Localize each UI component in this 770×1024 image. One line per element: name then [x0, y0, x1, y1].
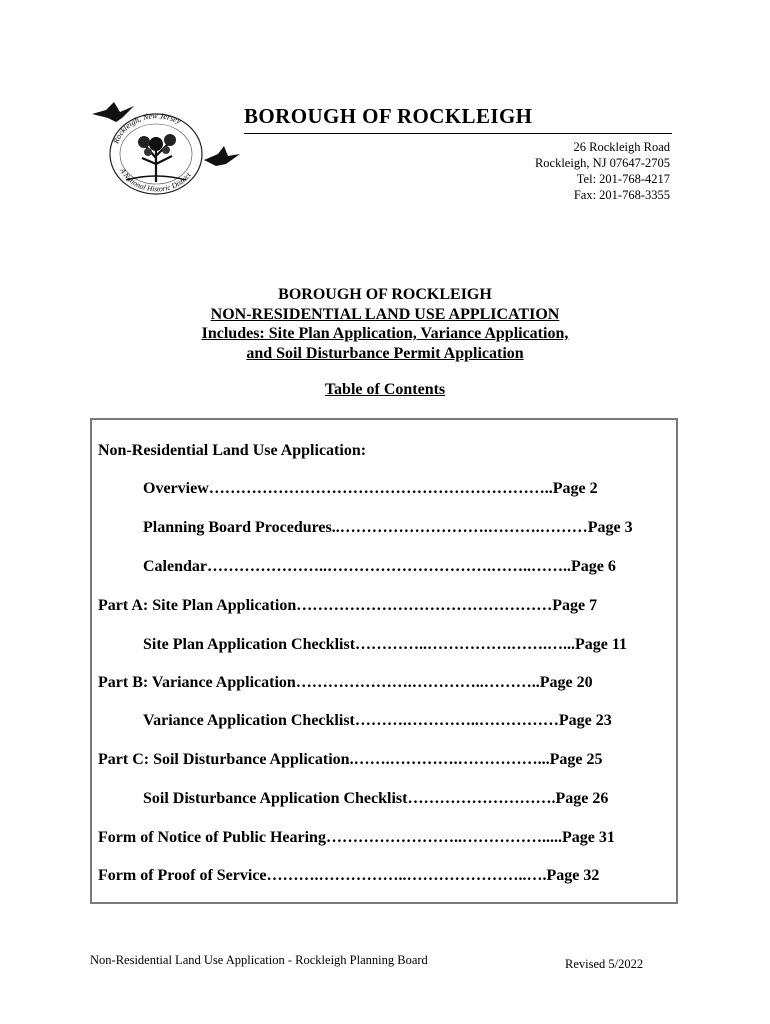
toc-entry-part-a: Part A: Site Plan Application…………………………………………Page 7 — [98, 597, 598, 614]
title-line-2: NON-RESIDENTIAL LAND USE APPLICATION — [210, 305, 560, 323]
letterhead-address — [535, 139, 670, 203]
title-line-1: BOROUGH OF ROCKLEIGH — [278, 286, 492, 303]
toc-entry-overview: Overview………………………………………………………..Page 2 — [143, 480, 598, 497]
toc-entry-site-plan-checklist: Site Plan Application Checklist…………..…………….…….…...Page 11 — [143, 636, 628, 653]
title-line-4: and Soil Disturbance Permit Application — [246, 344, 524, 362]
bird-icon — [92, 102, 134, 122]
document-title-block — [0, 285, 770, 363]
footer-revision: Revised 5/2022 — [565, 957, 644, 971]
toc-entry-proof-of-service: Form of Proof of Service……….……………..…………………..….Page 32 — [98, 867, 600, 884]
svg-text:A National Historic District: A National Historic District — [118, 166, 193, 194]
toc-entry-soil-disturbance-checklist: Soil Disturbance Application Checklist……………………….Page 26 — [143, 790, 609, 807]
toc-entry-part-c: Part C: Soil Disturbance Application.…….………….……………...Page 25 — [98, 751, 603, 768]
svg-text:Rockleigh, New Jersey: Rockleigh, New Jersey — [111, 111, 183, 145]
letterhead-rule — [244, 133, 672, 134]
address-street: 26 Rockleigh Road — [573, 140, 670, 154]
toc-section-heading: Non-Residential Land Use Application: — [98, 442, 367, 459]
toc-box — [90, 418, 678, 904]
address-fax: Fax: 201-768-3355 — [573, 188, 670, 202]
address-city: Rockleigh, NJ 07647-2705 — [534, 156, 670, 170]
toc-entry-variance-checklist: Variance Application Checklist……….…………..……………Page 23 — [143, 712, 612, 729]
bird-icon — [204, 146, 240, 166]
footer-document-name: Non-Residential Land Use Application - Rockleigh Planning Board — [90, 953, 428, 967]
borough-seal-logo — [86, 92, 246, 204]
title-line-3: Includes: Site Plan Application, Variance Application, — [201, 325, 569, 342]
toc-entry-notice-of-hearing: Form of Notice of Public Hearing……………………..…………….....Page 31 — [98, 829, 615, 846]
toc-entry-planning-board-procedures: Planning Board Procedures..……………………….……….………Page 3 — [143, 519, 633, 536]
letterhead-title: BOROUGH OF ROCKLEIGH — [244, 104, 533, 128]
toc-entry-part-b: Part B: Variance Application………………….…………..………..Page 20 — [98, 674, 593, 691]
address-tel: Tel: 201-768-4217 — [576, 172, 670, 186]
toc-entry-calendar: Calendar…………………..………………………….……..……..Page 6 — [143, 558, 616, 575]
toc-heading: Table of Contents — [324, 381, 446, 398]
